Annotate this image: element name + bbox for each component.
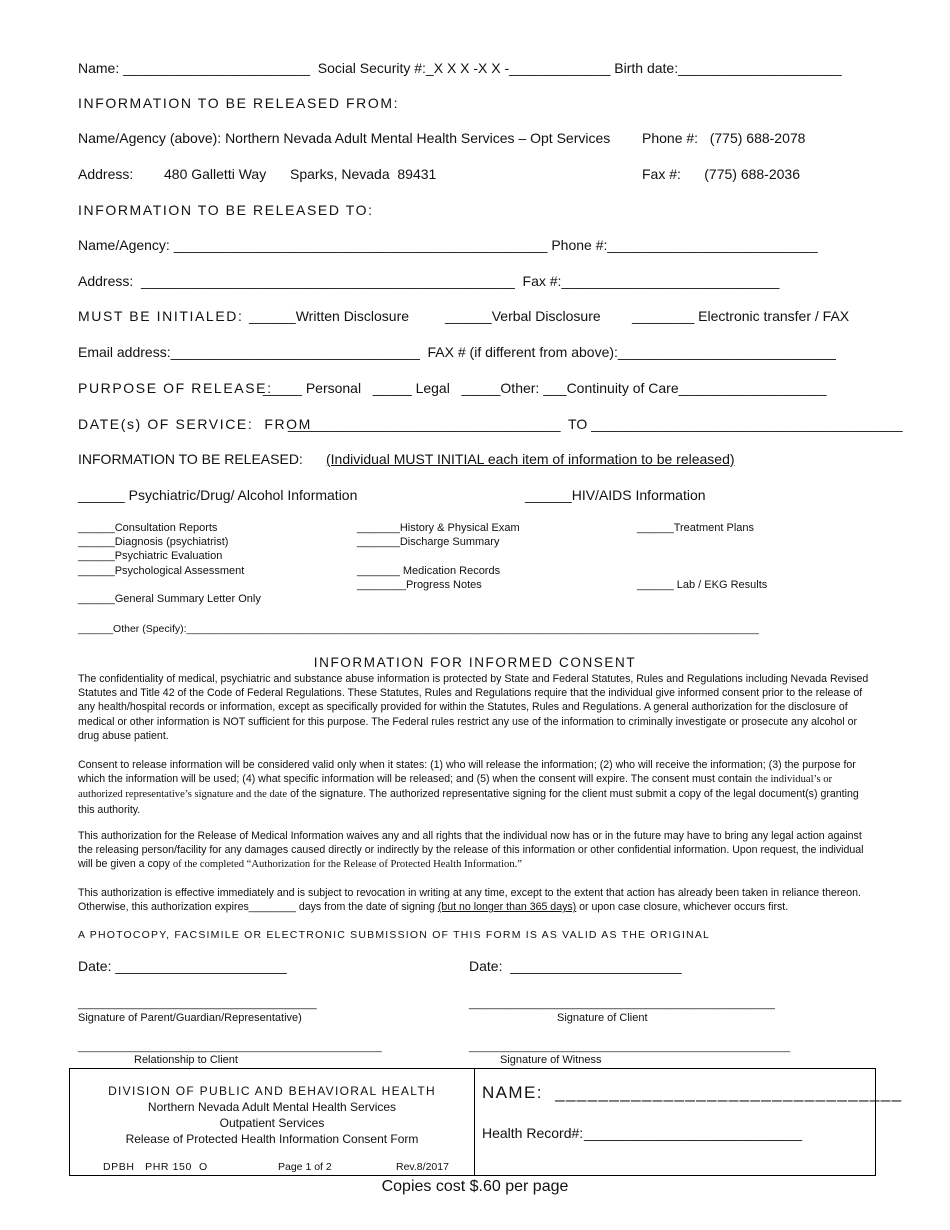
footer-division: DIVISION OF PUBLIC AND BEHAVIORAL HEALTH (108, 1084, 436, 1098)
footer-box (69, 1068, 903, 1176)
initial-written-field[interactable]: ______Written Disclosure (249, 308, 410, 324)
date-right-field[interactable]: Date: ______________________ (469, 958, 682, 974)
footer-name-field[interactable]: NAME: ________________________________ (482, 1083, 903, 1102)
info-released-note: (Individual MUST INITIAL each item of information to be released) (326, 451, 735, 467)
signature-parent-label: Signature of Parent/Guardian/Representative) (78, 1012, 302, 1024)
consent-p2-b: the individual’s or authorized representative’s signature and the date (78, 774, 833, 801)
consent-p3-b: of the completed “Authorization for the Release of Protected Health Information.” (172, 859, 522, 871)
item-summary-letter[interactable]: ______General Summary Letter Only (78, 593, 261, 605)
hiv-item[interactable]: ______HIV/AIDS Information (525, 487, 706, 503)
footer-record-field[interactable]: ____________________________ (584, 1125, 803, 1141)
agency-to-field[interactable]: Name/Agency: ________________________________________________ Phone #:___________________________ (78, 237, 818, 253)
address-to-field[interactable]: Address: ________________________________________________ Fax #:____________________________ (78, 273, 780, 289)
footer-form-title: Release of Protected Health Information Consent Form (125, 1132, 419, 1146)
consent-paragraph-3 (78, 829, 874, 873)
item-diagnosis[interactable]: ______Diagnosis (psychiatrist) (78, 536, 229, 548)
address-label: Address: (78, 166, 134, 182)
item-discharge[interactable]: _______Discharge Summary (357, 536, 500, 548)
consent-p2-a: Consent to release information will be considered valid only when it states: (1) who will release the information; (2) who will receive the information; (3) the purpose for which the information will be used; (4) what specific information will be released; and (5) when the consent will expire. The consent must contain (78, 759, 856, 786)
released-to-heading: INFORMATION TO BE RELEASED TO: (78, 202, 374, 218)
relationship-line[interactable]: ____________________________________________________ (78, 1041, 382, 1053)
footer-form-code: DPBH PHR 150 O (103, 1161, 208, 1173)
item-consultation[interactable]: ______Consultation Reports (78, 522, 218, 534)
address-street: 480 Galletti Way (164, 166, 267, 182)
item-psych-assessment[interactable]: ______Psychological Assessment (78, 565, 245, 577)
consent-paragraph-4 (78, 886, 874, 914)
footer-divider (474, 1069, 475, 1175)
consent-paragraph-1: The confidentiality of medical, psychiatric and substance abuse information is protected by State and Federal Statutes, Rules and Regulations including Nevada Revised Statutes and Title 42 of the Code of Federal Regulations. These Statutes, Rules and Regulations require that the individual give informed consent prior to the release of any health/hospital records or information, except as specifically provided for within the Statutes, Rules and Regulations. A general authorization for the disclosure of medical or other information is NOT sufficient for this purpose. The Federal rules restrict any use of the information to criminally investigate or prosecute any alcohol or drug abuse patient. (78, 673, 869, 742)
item-psych-eval[interactable]: ______Psychiatric Evaluation (78, 550, 223, 562)
phone-from: Phone #: (775) 688-2078 (642, 130, 806, 146)
consent-p4-a: This authorization is effective immediately and is subject to revocation in writing at any time, except to the extent that action has already been taken in reliance thereon. Otherwise, this authorization expires________ days from the date of signing (78, 887, 862, 914)
initial-electronic-field[interactable]: ________ Electronic transfer / FAX (632, 308, 850, 324)
footer-rev: Rev.8/2017 (396, 1161, 449, 1173)
item-medication[interactable]: _______ Medication Records (357, 565, 501, 577)
patient-info-line[interactable]: Name: ________________________ Social Security #:_X X X -X X -_____________ Birth date:_____________________ (78, 60, 842, 76)
consent-heading: INFORMATION FOR INFORMED CONSENT (313, 655, 637, 670)
purpose-options[interactable]: _____ Personal _____ Legal _____Other: ___Continuity of Care___________________ (263, 380, 827, 396)
consent-paragraph-2 (78, 758, 874, 817)
witness-label: Signature of Witness (500, 1054, 602, 1066)
relationship-label: Relationship to Client (134, 1054, 238, 1066)
consent-p4-b: (but no longer than 365 days) (437, 901, 577, 914)
signature-client-label: Signature of Client (557, 1012, 648, 1024)
initial-verbal-field[interactable]: ______Verbal Disclosure (445, 308, 601, 324)
photocopy-notice: A PHOTOCOPY, FACSIMILE OR ELECTRONIC SUBMISSION OF THIS FORM IS AS VALID AS THE ORIGINAL (78, 929, 711, 941)
released-from-heading: INFORMATION TO BE RELEASED FROM: (78, 95, 400, 111)
consent-p2-c: of the signature. The authorized representative signing for the client must submit a copy of the legal document(s) granting this authority. (78, 788, 859, 816)
dates-field[interactable]: ___________________________________ TO ________________________________________ (288, 416, 903, 432)
dates-label: DATE(s) OF SERVICE: FROM (78, 416, 312, 432)
signature-parent-line[interactable]: _______________________________________ (78, 998, 317, 1010)
footer-org: Northern Nevada Adult Mental Health Services (147, 1100, 397, 1114)
item-lab-ekg[interactable]: ______ Lab / EKG Results (637, 579, 768, 591)
footer-page: Page 1 of 2 (278, 1161, 332, 1173)
address-city: Sparks, Nevada 89431 (290, 166, 437, 182)
consent-p4-c: or upon case closure, whichever occurs first. (576, 901, 789, 914)
item-other-specify[interactable]: ______Other (Specify):__________________________________________________________________________________________________ (78, 623, 759, 635)
footer-record-label: Health Record#: (482, 1125, 584, 1141)
psych-item[interactable]: ______ Psychiatric/Drug/ Alcohol Information (78, 487, 358, 503)
initialed-label: MUST BE INITIALED: (78, 308, 244, 324)
item-history-physical[interactable]: _______History & Physical Exam (357, 522, 520, 534)
agency-from: Name/Agency (above): Northern Nevada Adult Mental Health Services – Opt Services (78, 130, 611, 146)
email-fax-line[interactable]: Email address:________________________________ FAX # (if different from above):____________________________ (78, 344, 836, 360)
purpose-label: PURPOSE OF RELEASE: (78, 380, 273, 396)
fax-from: Fax #: (775) 688-2036 (642, 166, 800, 182)
witness-line[interactable]: _______________________________________________________ (469, 1041, 791, 1053)
consent-p3-a: This authorization for the Release of Medical Information waives any and all rights that the individual now has or in the future may have to bring any legal action against the releasing person/facility for any damages caused directly or indirectly by the release of this information or other confidential information. Upon request, the individual will be given a copy (78, 830, 864, 871)
date-left-field[interactable]: Date: ______________________ (78, 958, 287, 974)
item-treatment-plans[interactable]: ______Treatment Plans (637, 522, 754, 534)
copies-cost: Copies cost $.60 per page (381, 1178, 569, 1195)
signature-client-line[interactable]: __________________________________________________ (469, 998, 775, 1010)
footer-services: Outpatient Services (219, 1116, 325, 1130)
item-progress-notes[interactable]: ________Progress Notes (357, 579, 482, 591)
info-released-label: INFORMATION TO BE RELEASED: (78, 451, 303, 467)
